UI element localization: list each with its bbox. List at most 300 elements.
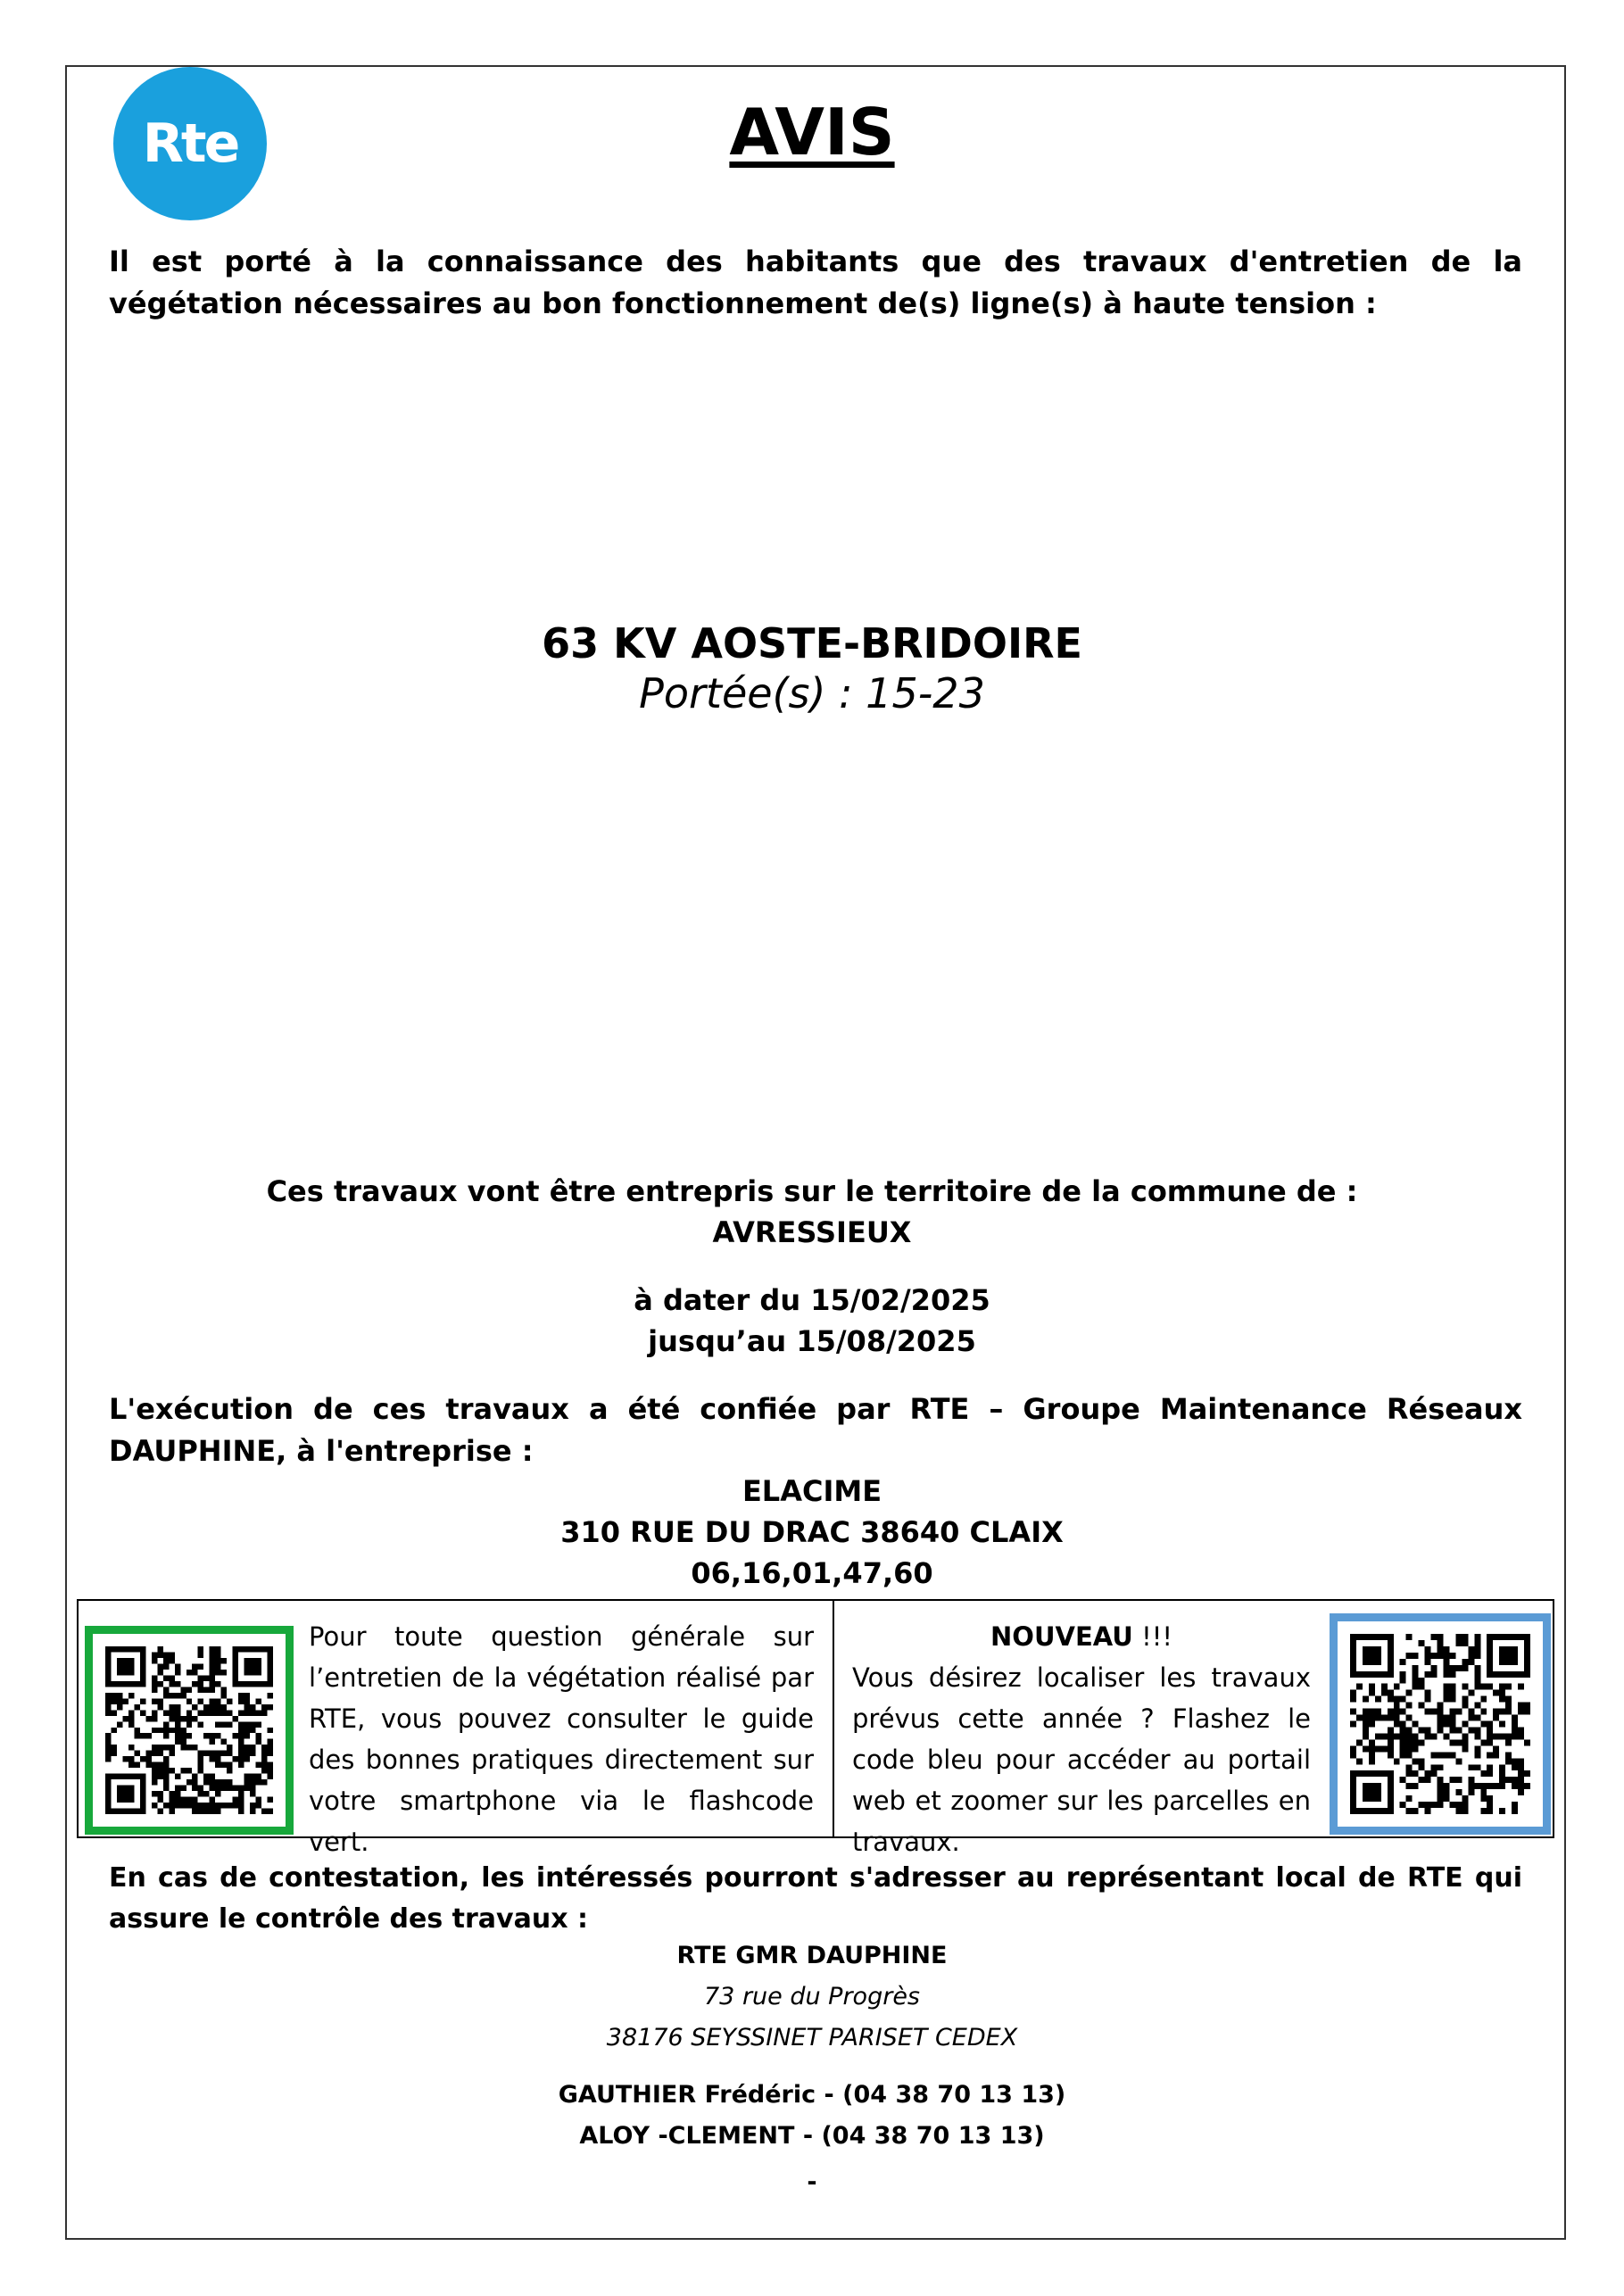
qr-module — [134, 1762, 139, 1768]
rep-contact-3: - — [807, 2168, 817, 2196]
qr-module — [227, 1698, 232, 1703]
qr-module — [215, 1698, 220, 1703]
qr-module — [210, 1797, 215, 1803]
qr-module — [1413, 1721, 1419, 1728]
qr-module — [163, 1687, 169, 1692]
qr-module — [1455, 1634, 1462, 1640]
qr-module — [1505, 1696, 1512, 1703]
qr-module — [157, 1670, 162, 1675]
qr-module — [186, 1698, 192, 1703]
qr-module — [1406, 1783, 1413, 1789]
qr-module — [227, 1762, 232, 1768]
qr-module — [1400, 1777, 1406, 1783]
qr-module — [227, 1786, 232, 1791]
qr-module — [1369, 1715, 1375, 1721]
qr-module — [203, 1704, 209, 1710]
qr-module — [1480, 1721, 1487, 1728]
qr-module — [1406, 1715, 1413, 1721]
qr-module — [1406, 1770, 1413, 1777]
qr-module — [1431, 1671, 1438, 1678]
qr-module — [186, 1687, 192, 1692]
qr-module — [192, 1670, 197, 1675]
blue-qr-pattern — [1350, 1634, 1530, 1814]
qr-module — [1493, 1733, 1499, 1739]
qr-module — [244, 1721, 250, 1727]
qr-module — [203, 1751, 209, 1756]
qr-finder — [1499, 1646, 1518, 1665]
qr-module — [1443, 1733, 1449, 1739]
qr-module — [180, 1803, 186, 1808]
qr-module — [1480, 1789, 1487, 1795]
qr-module — [1487, 1752, 1493, 1758]
qr-module — [250, 1779, 255, 1785]
qr-module — [198, 1756, 203, 1761]
qr-module — [1431, 1770, 1438, 1777]
qr-module — [1462, 1703, 1468, 1709]
qr-module — [1455, 1709, 1462, 1715]
qr-module — [186, 1716, 192, 1721]
qr-module — [186, 1670, 192, 1675]
qr-module — [1493, 1690, 1499, 1696]
qr-module — [1425, 1671, 1431, 1678]
qr-module — [128, 1745, 134, 1750]
qr-module — [227, 1721, 232, 1727]
qr-module — [163, 1652, 169, 1657]
qr-module — [238, 1721, 244, 1727]
qr-module — [1356, 1715, 1363, 1721]
start-date: à dater du 15/02/2025 — [634, 1283, 990, 1317]
qr-module — [1505, 1758, 1512, 1764]
qr-module — [128, 1710, 134, 1715]
qr-module — [122, 1698, 128, 1703]
qr-module — [1369, 1739, 1375, 1745]
qr-module — [192, 1803, 197, 1808]
qr-module — [238, 1710, 244, 1715]
qr-module — [192, 1786, 197, 1791]
execution-paragraph: L'exécution de ces travaux a été confiée par RTE – Groupe Maintenance Réseaux DAUPHINE, à l'entreprise : — [109, 1392, 1522, 1468]
qr-module — [175, 1716, 180, 1721]
qr-module — [111, 1728, 116, 1733]
qr-module — [152, 1779, 157, 1785]
qr-module — [1455, 1802, 1462, 1808]
qr-module — [221, 1693, 227, 1698]
qr-module — [180, 1693, 186, 1698]
nouveau-bold: NOUVEAU — [990, 1621, 1133, 1652]
qr-module — [210, 1646, 215, 1652]
qr-module — [1413, 1808, 1419, 1814]
qr-module — [244, 1774, 250, 1779]
qr-module — [1443, 1721, 1449, 1728]
qr-module — [1443, 1684, 1449, 1690]
qr-module — [1493, 1745, 1499, 1752]
qr-module — [105, 1704, 111, 1710]
qr-module — [1449, 1777, 1455, 1783]
qr-module — [1512, 1808, 1518, 1814]
qr-module — [256, 1698, 261, 1703]
qr-module — [1505, 1703, 1512, 1709]
qr-module — [1431, 1764, 1438, 1770]
qr-module — [1474, 1640, 1480, 1646]
qr-module — [105, 1745, 111, 1750]
qr-module — [111, 1751, 116, 1756]
qr-finder — [117, 1658, 134, 1675]
qr-module — [1499, 1733, 1505, 1739]
qr-module — [1363, 1745, 1369, 1752]
qr-module — [203, 1791, 209, 1796]
qr-module — [244, 1751, 250, 1756]
qr-module — [1474, 1733, 1480, 1739]
qr-module — [215, 1751, 220, 1756]
qr-module — [210, 1681, 215, 1687]
qr-module — [238, 1745, 244, 1750]
qr-module — [186, 1733, 192, 1738]
qr-module — [1468, 1709, 1474, 1715]
qr-module — [1381, 1684, 1388, 1690]
qr-module — [1425, 1659, 1431, 1665]
logo-text: Rte — [142, 112, 238, 175]
qr-module — [1363, 1721, 1369, 1728]
qr-module — [1388, 1709, 1394, 1715]
qr-module — [1394, 1703, 1400, 1709]
qr-module — [192, 1797, 197, 1803]
qr-module — [1400, 1696, 1406, 1703]
qr-module — [169, 1791, 174, 1796]
qr-module — [215, 1670, 220, 1675]
qr-module — [1425, 1653, 1431, 1659]
qr-module — [1425, 1770, 1431, 1777]
qr-module — [163, 1658, 169, 1663]
qr-module — [1480, 1795, 1487, 1802]
qr-module — [1406, 1808, 1413, 1814]
qr-module — [1419, 1678, 1425, 1684]
qr-module — [1425, 1777, 1431, 1783]
qr-module — [1487, 1795, 1493, 1802]
qr-module — [128, 1716, 134, 1721]
qr-module — [210, 1704, 215, 1710]
qr-module — [1425, 1709, 1431, 1715]
qr-module — [1455, 1727, 1462, 1733]
qr-module — [1400, 1752, 1406, 1758]
qr-module — [1499, 1721, 1505, 1728]
qr-module — [215, 1756, 220, 1761]
qr-module — [250, 1728, 255, 1733]
qr-module — [1438, 1795, 1444, 1802]
qr-module — [1350, 1690, 1356, 1696]
qr-module — [105, 1710, 111, 1715]
qr-module — [1499, 1709, 1505, 1715]
rep-contact-1: GAUTHIER Frédéric - (04 38 70 13 13) — [558, 2081, 1066, 2109]
qr-module — [1518, 1789, 1524, 1795]
qr-module — [175, 1797, 180, 1803]
qr-module — [117, 1693, 122, 1698]
qr-module — [140, 1733, 145, 1738]
qr-module — [1518, 1777, 1524, 1783]
qr-module — [233, 1733, 238, 1738]
qr-module — [210, 1710, 215, 1715]
qr-module — [175, 1670, 180, 1675]
qr-module — [210, 1803, 215, 1808]
qr-module — [1381, 1690, 1388, 1696]
qr-module — [1518, 1764, 1524, 1770]
qr-module — [175, 1721, 180, 1727]
portal-text-block — [852, 1616, 1311, 1862]
qr-module — [140, 1698, 145, 1703]
qr-module — [238, 1797, 244, 1803]
qr-finder — [117, 1786, 134, 1803]
qr-module — [152, 1791, 157, 1796]
qr-module — [210, 1687, 215, 1692]
qr-module — [221, 1751, 227, 1756]
qr-module — [1431, 1733, 1438, 1739]
qr-module — [1394, 1721, 1400, 1728]
company-name: ELACIME — [742, 1474, 882, 1508]
qr-module — [1474, 1764, 1480, 1770]
qr-module — [198, 1646, 203, 1652]
qr-module — [163, 1675, 169, 1680]
qr-module — [1449, 1709, 1455, 1715]
qr-module — [1518, 1684, 1524, 1690]
qr-module — [1375, 1733, 1381, 1739]
qr-module — [1438, 1721, 1444, 1728]
qr-module — [210, 1774, 215, 1779]
qr-module — [1455, 1665, 1462, 1671]
qr-module — [152, 1710, 157, 1715]
qr-module — [1425, 1696, 1431, 1703]
qr-module — [157, 1751, 162, 1756]
qr-module — [152, 1751, 157, 1756]
qr-module — [250, 1786, 255, 1791]
qr-module — [122, 1716, 128, 1721]
qr-module — [1443, 1696, 1449, 1703]
qr-module — [1438, 1727, 1444, 1733]
qr-module — [169, 1728, 174, 1733]
qr-module — [1413, 1758, 1419, 1764]
qr-module — [198, 1698, 203, 1703]
qr-module — [1449, 1727, 1455, 1733]
qr-module — [221, 1762, 227, 1768]
qr-module — [1468, 1659, 1474, 1665]
qr-module — [192, 1716, 197, 1721]
qr-module — [1431, 1653, 1438, 1659]
qr-module — [1455, 1789, 1462, 1795]
qr-module — [221, 1704, 227, 1710]
qr-module — [152, 1658, 157, 1663]
qr-module — [1505, 1739, 1512, 1745]
qr-module — [1449, 1665, 1455, 1671]
qr-module — [1455, 1758, 1462, 1764]
qr-module — [227, 1803, 232, 1808]
qr-module — [1400, 1659, 1406, 1665]
qr-module — [1499, 1690, 1505, 1696]
qr-module — [1524, 1709, 1530, 1715]
qr-module — [1474, 1752, 1480, 1758]
qr-module — [1468, 1727, 1474, 1733]
qr-module — [175, 1710, 180, 1715]
qr-module — [111, 1710, 116, 1715]
qr-module — [128, 1693, 134, 1698]
blue-qr-code[interactable] — [1330, 1613, 1551, 1835]
qr-module — [1438, 1789, 1444, 1795]
qr-module — [163, 1745, 169, 1750]
qr-module — [1363, 1715, 1369, 1721]
qr-module — [198, 1762, 203, 1768]
qr-module — [1524, 1703, 1530, 1709]
qr-module — [1449, 1653, 1455, 1659]
qr-module — [1431, 1665, 1438, 1671]
qr-module — [1455, 1640, 1462, 1646]
qr-module — [1512, 1777, 1518, 1783]
qr-module — [215, 1803, 220, 1808]
qr-module — [233, 1797, 238, 1803]
qr-module — [1443, 1690, 1449, 1696]
qr-module — [1394, 1715, 1400, 1721]
qr-module — [1400, 1733, 1406, 1739]
qr-module — [1505, 1733, 1512, 1739]
qr-module — [1449, 1696, 1455, 1703]
company-phone: 06,16,01,47,60 — [691, 1556, 933, 1590]
qr-module — [157, 1663, 162, 1669]
qr-module — [140, 1710, 145, 1715]
qr-module — [250, 1809, 255, 1814]
qr-module — [1455, 1739, 1462, 1745]
page-title: AVIS — [729, 95, 895, 170]
qr-module — [215, 1809, 220, 1814]
qr-module — [203, 1733, 209, 1738]
qr-module — [1512, 1721, 1518, 1728]
qr-module — [244, 1704, 250, 1710]
qr-module — [1438, 1709, 1444, 1715]
qr-module — [192, 1809, 197, 1814]
qr-module — [1363, 1709, 1369, 1715]
qr-module — [250, 1710, 255, 1715]
qr-module — [128, 1762, 134, 1768]
qr-module — [1375, 1709, 1381, 1715]
qr-module — [1400, 1802, 1406, 1808]
qr-module — [1413, 1684, 1419, 1690]
qr-module — [1462, 1739, 1468, 1745]
qr-module — [1425, 1727, 1431, 1733]
qr-module — [1419, 1758, 1425, 1764]
qr-module — [180, 1728, 186, 1733]
qr-module — [1381, 1715, 1388, 1721]
qr-module — [186, 1768, 192, 1773]
info-box-divider — [833, 1599, 834, 1838]
qr-module — [145, 1756, 151, 1761]
commune-name: AVRESSIEUX — [712, 1215, 912, 1249]
qr-module — [227, 1745, 232, 1750]
qr-module — [1505, 1752, 1512, 1758]
qr-module — [198, 1652, 203, 1657]
qr-module — [157, 1797, 162, 1803]
qr-module — [192, 1745, 197, 1750]
qr-module — [186, 1779, 192, 1785]
qr-module — [1400, 1739, 1406, 1745]
qr-module — [215, 1652, 220, 1657]
qr-module — [215, 1762, 220, 1768]
qr-module — [1512, 1727, 1518, 1733]
qr-module — [128, 1721, 134, 1727]
qr-module — [1474, 1783, 1480, 1789]
qr-module — [1406, 1752, 1413, 1758]
qr-module — [198, 1710, 203, 1715]
qr-module — [175, 1803, 180, 1808]
qr-module — [1499, 1696, 1505, 1703]
qr-module — [122, 1756, 128, 1761]
qr-module — [203, 1809, 209, 1814]
qr-module — [1400, 1709, 1406, 1715]
qr-module — [261, 1751, 267, 1756]
qr-module — [169, 1675, 174, 1680]
qr-module — [1499, 1783, 1505, 1789]
qr-module — [1388, 1745, 1394, 1752]
qr-module — [163, 1779, 169, 1785]
qr-module — [1394, 1696, 1400, 1703]
qr-module — [152, 1745, 157, 1750]
qr-module — [1449, 1671, 1455, 1678]
qr-module — [1518, 1703, 1524, 1709]
commune-label: Ces travaux vont être entrepris sur le territoire de la commune de : — [266, 1174, 1358, 1208]
qr-module — [250, 1721, 255, 1727]
qr-module — [134, 1704, 139, 1710]
qr-module — [244, 1733, 250, 1738]
qr-module — [134, 1733, 139, 1738]
qr-module — [105, 1693, 111, 1698]
qr-module — [163, 1663, 169, 1669]
qr-module — [157, 1728, 162, 1733]
qr-module — [1350, 1709, 1356, 1715]
qr-module — [180, 1745, 186, 1750]
qr-module — [1518, 1783, 1524, 1789]
qr-module — [1375, 1715, 1381, 1721]
qr-module — [1388, 1739, 1394, 1745]
qr-module — [1493, 1715, 1499, 1721]
qr-module — [175, 1774, 180, 1779]
qr-module — [175, 1739, 180, 1745]
qr-module — [268, 1704, 273, 1710]
qr-module — [1518, 1727, 1524, 1733]
qr-module — [1499, 1770, 1505, 1777]
qr-module — [105, 1739, 111, 1745]
qr-module — [268, 1762, 273, 1768]
rep-org: RTE GMR DAUPHINE — [676, 1942, 948, 1969]
qr-module — [1438, 1764, 1444, 1770]
qr-module — [268, 1751, 273, 1756]
qr-module — [261, 1745, 267, 1750]
qr-module — [1443, 1715, 1449, 1721]
qr-module — [180, 1786, 186, 1791]
qr-module — [227, 1768, 232, 1773]
qr-module — [1419, 1777, 1425, 1783]
qr-module — [157, 1652, 162, 1657]
qr-module — [1443, 1795, 1449, 1802]
qr-module — [1438, 1783, 1444, 1789]
qr-module — [256, 1774, 261, 1779]
qr-module — [1518, 1709, 1524, 1715]
qr-module — [192, 1779, 197, 1785]
qr-module — [268, 1768, 273, 1773]
qr-module — [1406, 1690, 1413, 1696]
green-qr-code[interactable] — [85, 1626, 294, 1835]
qr-module — [1512, 1733, 1518, 1739]
qr-module — [186, 1745, 192, 1750]
qr-module — [1468, 1764, 1474, 1770]
qr-module — [157, 1768, 162, 1773]
portal-text: Vous désirez localiser les travaux prévus cette année ? Flashez le code bleu pour accéder au portail web et zoomer sur les parcelles en travaux. — [852, 1662, 1311, 1857]
qr-module — [152, 1728, 157, 1733]
qr-module — [1462, 1795, 1468, 1802]
qr-module — [169, 1797, 174, 1803]
qr-module — [1487, 1721, 1493, 1728]
